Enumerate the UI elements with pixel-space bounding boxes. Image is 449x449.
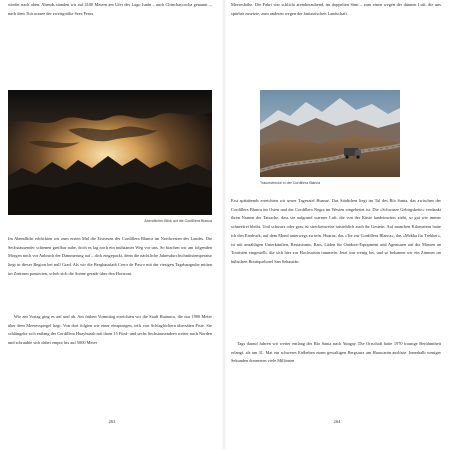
- mountain-road-illustration: [260, 90, 400, 177]
- left-photo-caption: Abendlicher Blick auf die Cordillera Blanca: [144, 219, 212, 223]
- right-body-paragraph-2: Tags darauf fuhren wir weiter entlang des Río Santa nach Yungay. Die Ortschaft hatte 1970 traurige Berühmtheit erlangt, als am 31. Mai ein schweres Erdbeben einen gewaltigen Bergsturz am Huascarán auslöste. Innerhalb weniger Sekunden donnerten viele Millionen: [231, 341, 441, 364]
- left-body-paragraph-1: Im Abendlicht erblickten wir zum ersten Mal die Eisriesen der Cordillera Blanca im Nordwesten des Landes. Die Sechstausender schienen greifbar nahe, doch es lag noch ein mühsamer Weg vor uns. So brachen wir am folgenden Morgen noch vor Anbruch der Dämmerung auf – dick eingepackt, denn die nächtliche Jahresdurchschnittstemperatur liegt in dieser Region bei null Grad. Als wir die Bergbaustadt Cerro de Pasco mit der riesigen Tagebaugrube mitten im Zentrum passierten, schob sich die Sonne gerade über den Horizont.: [8, 236, 212, 276]
- right-page: [225, 0, 449, 449]
- sunset-illustration: [8, 90, 212, 215]
- left-top-paragraph: wieder nach oben. Abends standen wir auf 4100 Metern am Ufer des Lago Junín – auch Chinchaycocha genannt –, nach dem Titicacasee der zweitgrößte Sees Perus.: [8, 2, 212, 16]
- cordillera-sunset-photo: [8, 90, 212, 215]
- right-body-paragraph-1: Erst spätabends erreichten wir unser Tagesziel Huaraz. Das Städtchen liegt im Tal des Río Santa, das zwischen der Cordillera Blanca im Osten und der Cordillera Negra im Westen eingebettet ist. Die »Schwarze Gebirgskette« verdankt ihren Namen der Tatsache, dass sie aufgrund warmer Luft, die von der Küste landeinwärts zieht, so gut wie immer schneefrei bleibt. Und schwarz oder grau ist streckenweise tatsächlich auch ihr Gestein. Auf manchen Kilometern hatte ich den Eindruck, auf dem Mond unterwegs zu sein. Huaraz, das »Tor zur Cordillera Blanca«, das »Mekka für Trekker«, ist mit unzähligen Unterkünften, Restaurants, Bars, Läden für Outdoor-Equipment und Agenturen auf die Massen an Touristen eingestellt, die sich hier zur Hochsaison tummeln. Jetzt war wenig los, und so bekamen wir ein Zimmer im hübschen Boutiquehotel San Sebastián.: [231, 198, 441, 264]
- cordillera-road-photo: [260, 90, 400, 177]
- right-page-number: 264: [333, 419, 341, 424]
- right-photo-caption: Traumstrecke in der Cordillera Blanca: [260, 181, 321, 185]
- right-top-paragraph: Meereshöhe. Die Fahrt war schlicht atemberaubend, im doppelten Sinn – zum einen wegen der dünnen Luft, die uns spürbar zusetzte, zum anderen wegen der fantastischen Landschaft.: [231, 2, 441, 16]
- left-body-paragraph-2: Wie am Vortag ging es auf und ab. Am frühen Vormittag erreichten wir die Stadt Huánuco, die nur 1900 Meter über dem Meeresspiegel liegt. Von dort folgten wir einer einspurigen, teils von Schlaglöchern übersäten Piste. Sie schlängelte sich entlang der Cordillera Huayhuash mit ihren 15 Fünf- und sechs Sechstausendern weiter nach Norden und schraubte sich dabei empor bis auf 5000 Meter: [8, 314, 212, 346]
- left-page-number: 263: [108, 419, 116, 424]
- left-page: [0, 0, 224, 449]
